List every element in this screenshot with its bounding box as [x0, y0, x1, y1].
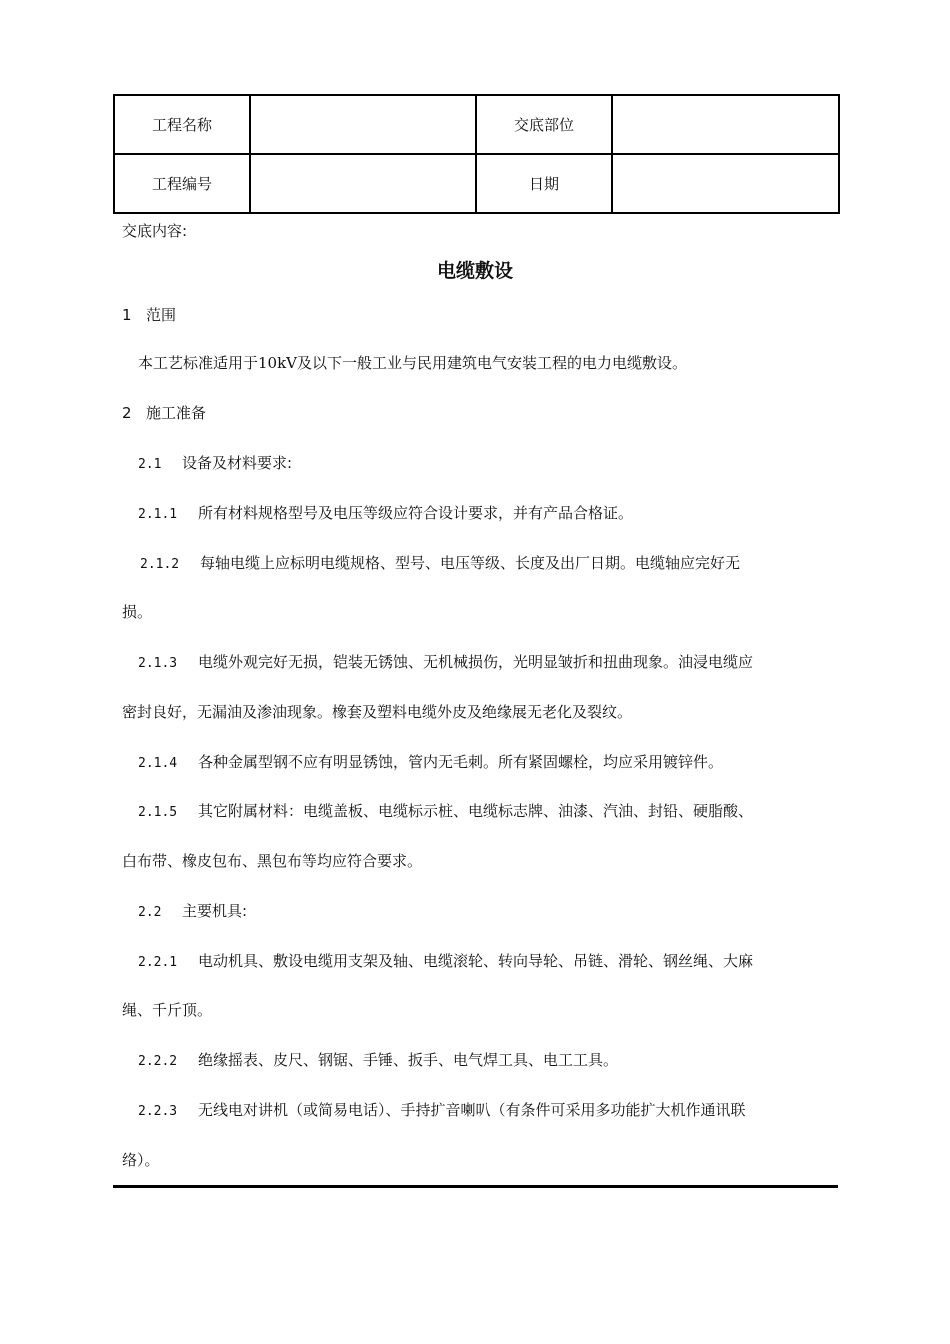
handover-part-label: 交底部位: [476, 95, 612, 154]
item-2-2-1: [138, 950, 753, 971]
section-number: 2: [122, 404, 132, 422]
table-row: [114, 95, 839, 154]
section-title: 范围: [146, 306, 177, 324]
section-2-heading: [122, 402, 206, 423]
item-number: 2.2.2: [138, 1054, 178, 1069]
item-2-1-2-continuation: 损。: [122, 603, 153, 621]
bottom-divider: [113, 1185, 838, 1188]
item-number: 2.1.3: [138, 656, 178, 671]
item-2-2-1-continuation: 绳、千斤顶。: [122, 1001, 213, 1019]
item-text: 各种金属型钢不应有明显锈蚀，管内无毛刺。所有紧固螺栓，均应采用镀锌件。: [198, 753, 724, 771]
item-2-1-1: [138, 502, 633, 523]
section-1-text: 本工艺标准适用于10kV及以下一般工业与民用建筑电气安装工程的电力电缆敷设。: [138, 354, 688, 372]
date-label: 日期: [476, 154, 612, 213]
item-2-1-5-continuation: 白布带、橡皮包布、黑包布等均应符合要求。: [122, 852, 423, 870]
item-2-1-5: [138, 800, 753, 821]
header-table: [113, 94, 840, 214]
section-title: 设备及材料要求:: [182, 454, 293, 472]
date-value[interactable]: [612, 154, 839, 213]
item-2-2-2: [138, 1049, 618, 1070]
section-number: 2.2: [138, 905, 162, 920]
project-number-label: 工程编号: [114, 154, 250, 213]
item-2-1-3-continuation: 密封良好，无漏油及渗油现象。橡套及塑料电缆外皮及绝缘展无老化及裂纹。: [122, 703, 633, 721]
item-text: 每轴电缆上应标明电缆规格、型号、电压等级、长度及出厂日期。电缆轴应完好无: [200, 554, 741, 572]
item-text: 其它附属材料：电缆盖板、电缆标示桩、电缆标志牌、油漆、汽油、封铅、硬脂酸、: [198, 802, 754, 820]
item-number: 2.1.4: [138, 756, 178, 771]
item-2-1-3: [138, 651, 753, 672]
handover-part-value[interactable]: [612, 95, 839, 154]
item-number: 2.1.1: [138, 507, 178, 522]
section-2-1-heading: [138, 452, 292, 473]
project-number-value[interactable]: [250, 154, 476, 213]
section-1-heading: [122, 304, 176, 325]
item-2-1-2: [140, 552, 740, 573]
item-text: 绝缘摇表、皮尺、钢锯、手锤、扳手、电气焊工具、电工工具。: [198, 1051, 619, 1069]
section-title: 施工准备: [146, 404, 207, 422]
item-2-2-3: [138, 1099, 746, 1120]
section-number: 2.1: [138, 457, 162, 472]
section-2-2-heading: [138, 900, 247, 921]
item-text: 电缆外观完好无损，铠装无锈蚀、无机械损伤，光明显皱折和扭曲现象。油浸电缆应: [198, 653, 754, 671]
project-name-label: 工程名称: [114, 95, 250, 154]
project-name-value[interactable]: [250, 95, 476, 154]
item-number: 2.1.2: [140, 557, 180, 572]
item-2-1-4: [138, 751, 723, 772]
document-title: 电缆敷设: [436, 260, 513, 282]
table-row: [114, 154, 839, 213]
item-text: 电动机具、敷设电缆用支架及轴、电缆滚轮、转向导轮、吊链、滑轮、钢丝绳、大麻: [198, 952, 754, 970]
item-text: 所有材料规格型号及电压等级应符合设计要求，并有产品合格证。: [198, 504, 634, 522]
section-title: 主要机具:: [182, 902, 248, 920]
item-text: 无线电对讲机（或简易电话）、手持扩音喇叭（有条件可采用多功能扩大机作通讯联: [198, 1101, 746, 1119]
item-2-2-3-continuation: 络）。: [122, 1151, 160, 1169]
item-number: 2.2.1: [138, 955, 178, 970]
item-number: 2.1.5: [138, 805, 178, 820]
item-number: 2.2.3: [138, 1104, 178, 1119]
content-label: 交底内容:: [122, 222, 188, 240]
section-number: 1: [122, 306, 132, 324]
